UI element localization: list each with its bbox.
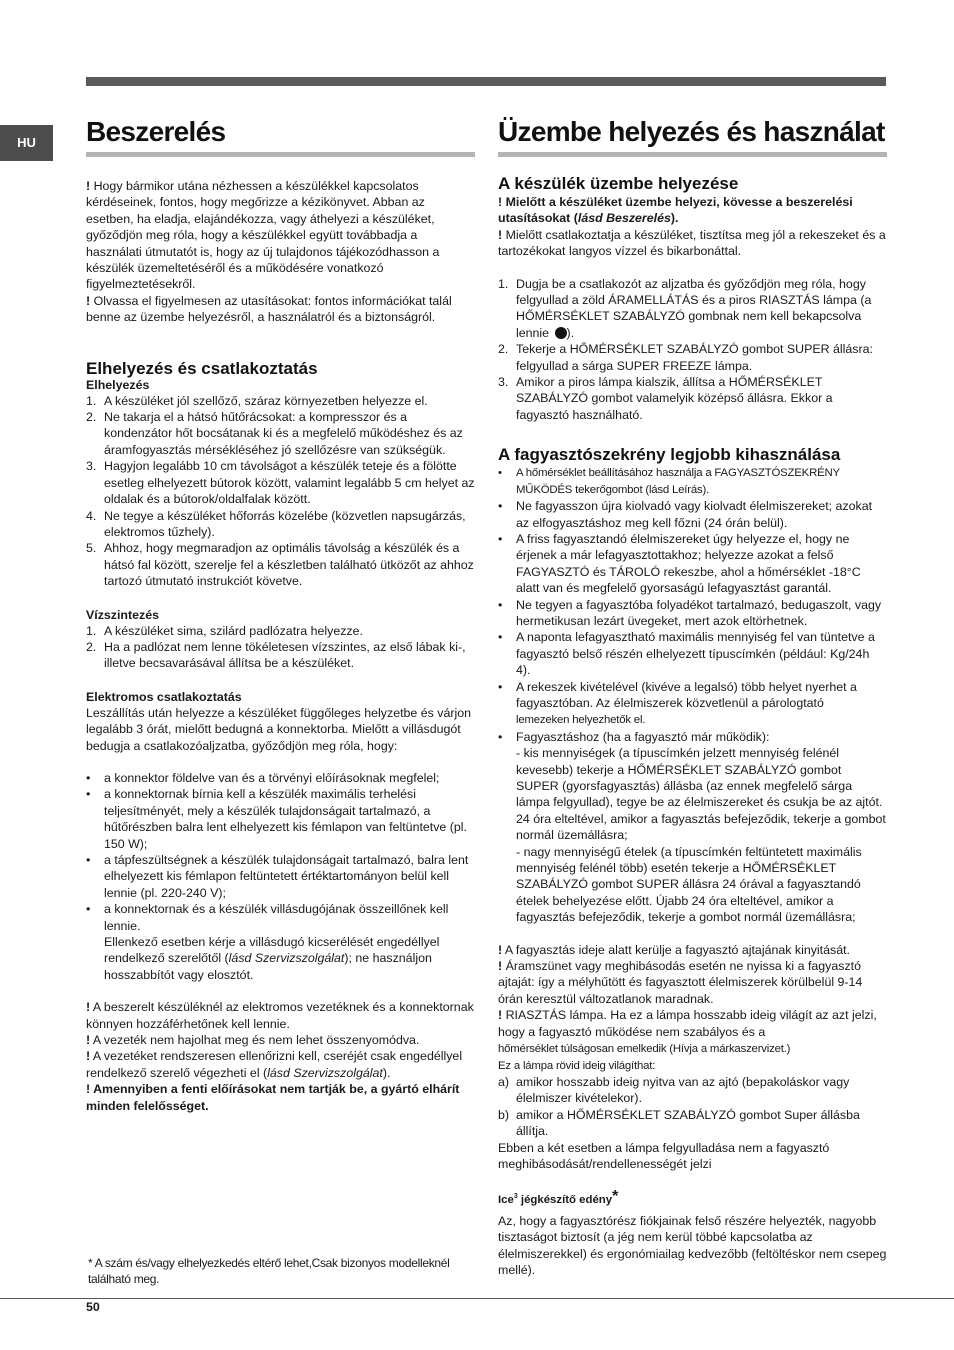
best-use-list	[498, 465, 887, 925]
warnings	[86, 999, 475, 1114]
section-title-best-use: A fagyasztószekrény legjobb kihasználása	[498, 445, 841, 465]
list-item: • A hőmérséklet beállításához használja a FAGYASZTÓSZEKRÉNY MŰKÖDÉS tekerőgombot (lásd Leírás).	[498, 465, 887, 498]
note-5: Ebben a két esetben a lámpa felgyulladása nem a fagyasztó meghibásodását/rendellenességét jelzi	[498, 1140, 830, 1171]
page-number: 50	[86, 1300, 100, 1314]
startup-clean-note: ! Mielőtt csatlakoztatja a készüléket, tisztítsa meg jól a rekeszeket és a tartozékokat langyos vízzel és bikarbonáttal.	[498, 227, 886, 259]
subheading-placement: Elhelyezés	[86, 377, 150, 392]
list-item: 2. Tekerje a HŐMÉRSÉKLET SZABÁLYZÓ gombot SUPER állásra: felgyullad a sárga SUPER FREEZE lámpa.	[498, 342, 873, 373]
note-4: Ez a lámpa rövid ideig világíthat:	[498, 1059, 656, 1072]
list-item: • A friss fagyasztandó élelmiszereket úgy helyezze el, hogy ne érjenek a már lefagyasztottakhoz; helyezze azokat a felső FAGYASZTÓ és TÁROLÓ rekeszbe, ahol a hőmérséklet -18°C alatt van és megfelelő gyorsaságú lefagyasztást garantál.	[498, 531, 887, 597]
language-tab: HU	[0, 125, 53, 161]
page-title-installation: Beszerelés	[86, 115, 475, 157]
ice-tray-text: Az, hogy a fagyasztórész fiókjainak felső részére helyezték, nagyobb tisztaságot biztosít (a jég nem kerül többé kapcsolatba az élelmiszerekkel) és ergonómiailag kedvezőbb (feltöltéskor nem csepeg mellé).	[498, 1213, 887, 1277]
list-item: 2. Ne takarja el a hátsó hűtőrácsokat: a kompresszor és a kondenzátor hőt bocsátanak ki és a megfelelő működéshez és az áramfogyasztás mérsékléséhez jó szellőzésre van szükségük.	[86, 410, 463, 457]
list-item: 3. Hagyjon legalább 10 cm távolságot a készülék teteje és a fölötte esetleg elhelyezett bútorok között, valamint legalább 5 cm helyet az oldalak és a bútorok/oldalfalak között.	[86, 459, 475, 507]
list-item: 4. Ne tegye a készüléket hőforrás közelébe (közvetlen napsugárzás, elektromos tűzhely).	[86, 508, 466, 539]
list-item: b) amikor a HŐMÉRSÉKLET SZABÁLYZÓ gombot Super állásba állítja.	[498, 1107, 860, 1139]
startup-steps	[498, 276, 887, 424]
alarm-cases	[498, 1074, 887, 1140]
list-item: • a konnektor földelve van és a törvényi előírásoknak megfelel;	[86, 770, 475, 786]
note-1: ! A fagyasztás ideje alatt kerülje a fagyasztó ajtajának kinyitását.	[498, 942, 850, 957]
leveling-list	[86, 623, 475, 672]
list-item: • Ne fagyasszon újra kiolvadó vagy kiolvadt élelmiszereket; azokat az elfogyasztáshoz meg kell főzni (24 órán belül).	[498, 498, 887, 531]
top-rule	[86, 77, 886, 86]
section-title-startup: A készülék üzembe helyezése	[498, 174, 739, 193]
page-title-usage: Üzembe helyezés és használat	[498, 115, 887, 157]
list-item: • Ne tegyen a fagyasztóba folyadékot tartalmazó, bedugaszolt, vagy hermetikusan lezárt üvegeket, mert azok eltörhetnek.	[498, 597, 887, 630]
footnote: * A szám és/vagy elhelyezkedés eltérő lehet,Csak bizonyos modelleknél található meg.	[88, 1256, 450, 1286]
right-column	[498, 115, 887, 1278]
electric-intro: Leszállítás után helyezze a készüléket függőleges helyzetbe és várjon legalább 3 órát, mielőtt bedugná a konnektorba. Mielőtt a villásdugót bedugja a csatlakozóaljzatba, győződjön meg róla, hogy:	[86, 705, 472, 753]
list-item: • a konnektornak bírnia kell a készülék maximális terhelési teljesítményét, mely a készülék tulajdonságait tartalmazó, a hűtőrészben balra lent elhelyezett kis fémlapon van feltüntetve (pl. 150 W);	[86, 786, 475, 852]
list-item: 1. Dugja be a csatlakozót az aljzatba és győződjön meg róla, hogy felgyullad a zöld ÁRAMELLÁTÁS és a piros RIASZTÁS lámpa (a HŐMÉRSÉKLET SZABÁLYZÓ gombnak nem kell bekapcsolva lennie ).	[498, 276, 872, 340]
bottom-rule	[0, 1298, 954, 1299]
list-item: • a tápfeszültségnek a készülék tulajdonságait tartalmazó, balra lent elhelyezett kis fémlapon feltüntetett értéktartományon belül kell lennie (pl. 220-240 V);	[86, 852, 475, 901]
list-item: 3. Amikor a piros lámpa kialszik, állítsa a HŐMÉRSÉKLET SZABÁLYZÓ gombot valamelyik középső állásra. Ekkor a fagyasztó használható.	[498, 375, 833, 422]
list-item: 5. Ahhoz, hogy megmaradjon az optimális távolság a készülék és a hátsó fal között, szerelje fel a készletben található ütközőt az ahhoz tartozó útmutató instrukciót követve.	[86, 541, 474, 589]
list-item: a) amikor hosszabb ideig nyitva van az ajtó (bepakoláskor vagy élelmiszer kivételekor).	[498, 1074, 850, 1106]
knob-off-icon	[555, 327, 567, 339]
intro-paragraph-1: ! Hogy bármikor utána nézhessen a készülékkel kapcsolatos kérdéseinek, fontos, hogy megőrizze a kézikönyvet. Abban az esetben, ha eladja, elajándékozza, vagy áthelyezi a készüléket, győződjön meg róla, hogy a készülékkel együtt továbbadja a használati útmutatót is, hogy az új tulajdonos tájékozódhasson a készülék üzemeltetéséről és a működésére vonatkozó figyelmeztetésekről.	[86, 179, 440, 292]
ice-tray-heading: Ice$^3$ jégkészítő edény*	[498, 1188, 619, 1207]
placement-list	[86, 393, 475, 590]
list-item: • A rekeszek kivételével (kivéve a legalsó) több helyet nyerhet a fagyasztóban. Az élelmiszerek közvetlenül a párologtató lemezeken helyezhetők el.	[498, 679, 887, 729]
list-item: • A naponta lefagyasztható maximális mennyiség fel van tüntetve a fagyasztó belső részén elhelyezett típuscímkén (például: Kg/24h 4).	[498, 629, 887, 678]
subheading-leveling: Vízszintezés	[86, 607, 159, 622]
list-item: 2. Ha a padlózat nem lenne tökéletesen vízszintes, az első lábak ki-, illetve becsavarásával állítsa be a készüléket.	[86, 639, 466, 671]
list-item: 1. A készüléket jól szellőző, száraz környezetben helyezze el.	[86, 393, 428, 408]
left-column	[86, 115, 475, 1114]
subheading-electric: Elektromos csatlakoztatás	[86, 689, 242, 704]
note-2: ! Áramszünet vagy meghibásodás esetén ne nyissa ki a fagyasztó ajtaját: így a mélyhűtött és fagyasztott élelmiszerek körülbelül 9-14 órán keresztül változatlanok maradnak.	[498, 959, 863, 1006]
warning-4: ! Amennyiben a fenti előírásokat nem tartják be, a gyártó elhárít minden felelősséget.	[86, 1082, 460, 1113]
intro	[86, 178, 475, 326]
startup-warning: ! Mielőtt a készüléket üzembe helyezi, kövesse a beszerelési utasításokat (lásd Beszerelés).	[498, 195, 853, 226]
notes	[498, 942, 887, 1173]
note-3: ! RIASZTÁS lámpa. Ha ez a lámpa hosszabb ideig világít az azt jelzi, hogy a fagyasztó működése nem szabályos és a hőmérséklet túlságosan emelkedik (Hívja a márkaszervizet.)	[498, 1008, 877, 1056]
warning-1: ! A beszerelt készüléknél az elektromos vezetéknek és a konnektornak könnyen hozzáférhetőnek kell lennie.	[86, 1000, 474, 1031]
warning-2: ! A vezeték nem hajolhat meg és nem lehet összenyomódva.	[86, 1033, 420, 1048]
list-item: • Fagyasztáshoz (ha a fagyasztó már működik): - kis mennyiségek (a típuscímkén jelzett mennyiség felénél kevesebb) tekerje a HŐMÉRSÉKLET SZABÁLYZÓ gombot SUPER (gyorsfagyasztás) állásba (az ennek megfelelő sárga lámpa felgyullad), tegye be az élelmiszereket és csukja be az ajtót. 24 óra elteltével, amikor a fagyasztás befejeződik, tekerje a gombot normál üzemállásra; - nagy mennyiségű ételek (a típuscímkén feltüntetett maximális mennyiség felénél több) esetén tekerje a HŐMÉRSÉKLET SZABÁLYZÓ gombot SUPER állásra 24 órával a fagyasztandó ételek behelyezése előtt. Újabb 24 óra elteltével, amikor a fagyasztás befejeződik, tekerje a gombot normál üzemállásra;	[498, 729, 887, 926]
intro-paragraph-2: ! Olvassa el figyelmesen az utasításokat: fontos információkat talál benne az üzembe helyezésről, a használatról és a biztonságról.	[86, 293, 452, 325]
list-item: 1. A készüléket sima, szilárd padlózatra helyezze.	[86, 623, 363, 638]
warning-3: ! A vezetéket rendszeresen ellenőrizni kell, cseréjét csak engedéllyel rendelkező szerelő végezheti el (lásd Szervizszolgálat).	[86, 1049, 463, 1080]
list-item: • a konnektornak és a készülék villásdugójának összeillőnek kell lennie. Ellenkező esetben kérje a villásdugó kicserélését engedéllyel rendelkező szerelőtől (lásd Szervizszolgálat); ne használjon hosszabbítót vagy elosztót.	[86, 901, 475, 983]
electric-checklist	[86, 770, 475, 983]
section-title-placement: Elhelyezés és csatlakoztatás	[86, 358, 318, 378]
